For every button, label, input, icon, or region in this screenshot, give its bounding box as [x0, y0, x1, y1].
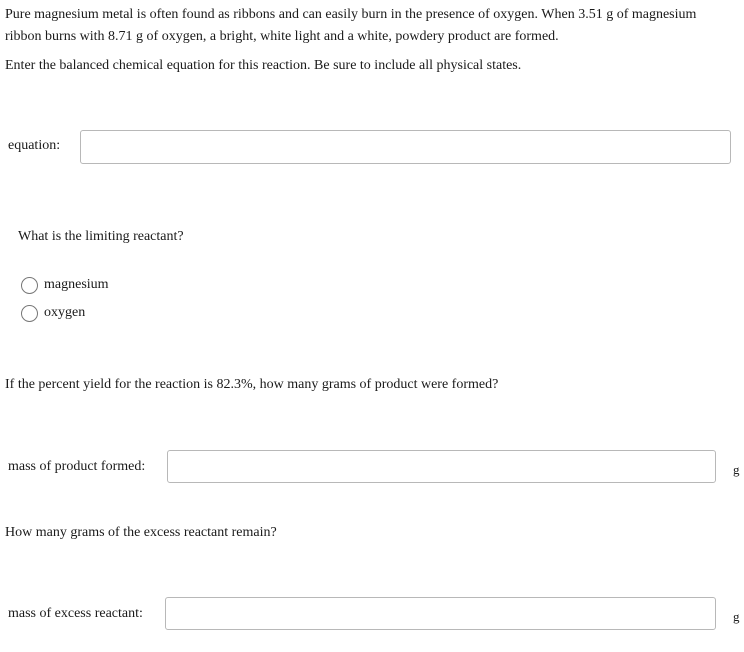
- mass-excess-input[interactable]: [165, 597, 716, 630]
- radio-button-oxygen[interactable]: [21, 305, 38, 322]
- excess-reactant-question: How many grams of the excess reactant remain?: [5, 525, 277, 540]
- mass-product-input[interactable]: [167, 450, 716, 483]
- mass-product-unit: g: [733, 462, 740, 477]
- instruction-text: Enter the balanced chemical equation for this reaction. Be sure to include all physical states.: [5, 58, 522, 73]
- radio-option-magnesium[interactable]: [21, 275, 109, 295]
- radio-label-oxygen[interactable]: oxygen: [44, 305, 86, 320]
- radio-label-magnesium[interactable]: magnesium: [44, 277, 109, 292]
- mass-excess-unit: g: [733, 609, 740, 624]
- problem-statement-line-1: Pure magnesium metal is often found as ribbons and can easily burn in the presence of oxygen. When 3.51 g of magnesium: [5, 7, 697, 22]
- radio-button-magnesium[interactable]: [21, 277, 38, 294]
- radio-option-oxygen[interactable]: [21, 303, 85, 323]
- percent-yield-question: If the percent yield for the reaction is 82.3%, how many grams of product were formed?: [5, 377, 499, 392]
- problem-statement-line-2: ribbon burns with 8.71 g of oxygen, a bright, white light and a white, powdery product are formed.: [5, 29, 559, 44]
- limiting-reactant-question: What is the limiting reactant?: [18, 229, 184, 244]
- mass-excess-label: mass of excess reactant:: [8, 606, 143, 621]
- problem-statement: [5, 4, 740, 48]
- mass-product-label: mass of product formed:: [8, 459, 146, 474]
- equation-label: equation:: [8, 138, 61, 153]
- equation-input[interactable]: [80, 130, 731, 164]
